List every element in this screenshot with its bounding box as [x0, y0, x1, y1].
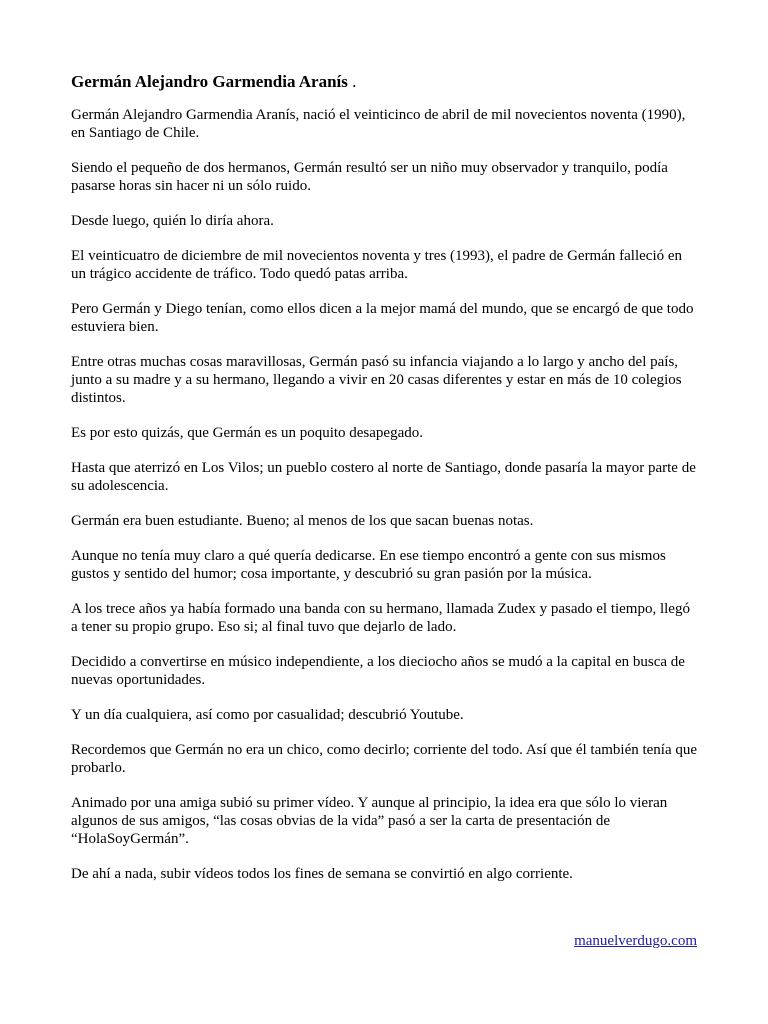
- paragraph-13: Y un día cualquiera, así como por casualidad; descubrió Youtube.: [71, 707, 464, 723]
- paragraph-5: Pero Germán y Diego tenían, como ellos dicen a la mejor mamá del mundo, que se encargó de que todo estuviera bien.: [71, 301, 694, 335]
- footer-website-link[interactable]: manuelverdugo.com: [574, 933, 697, 949]
- document-body: [71, 70, 699, 900]
- paragraph-11: A los trece años ya había formado una banda con su hermano, llamada Zudex y pasado el tiempo, llegó a tener su propio grupo. Eso si; al final tuvo que dejarlo de lado.: [71, 601, 690, 635]
- paragraph-16: De ahí a nada, subir vídeos todos los fines de semana se convirtió en algo corriente.: [71, 866, 573, 882]
- paragraph-14: Recordemos que Germán no era un chico, como decirlo; corriente del todo. Así que él también tenía que probarlo.: [71, 742, 698, 776]
- paragraph-15: Animado por una amiga subió su primer vídeo. Y aunque al principio, la idea era que sólo lo vieran algunos de sus amigos, “las cosas obvias de la vida” pasó a ser la carta de presentación de “HolaSoyGermán”.: [71, 795, 668, 847]
- paragraph-12: Decidido a convertirse en músico independiente, a los dieciocho años se mudó a la capital en busca de nuevas oportunidades.: [71, 654, 685, 688]
- paragraph-4: El veinticuatro de diciembre de mil novecientos noventa y tres (1993), el padre de Germán falleció en un trágico accidente de tráfico. Todo quedó patas arriba.: [71, 248, 683, 282]
- paragraph-8: Hasta que aterrizó en Los Vilos; un pueblo costero al norte de Santiago, donde pasaría la mayor parte de su adolescencia.: [71, 460, 696, 494]
- paragraph-2: Siendo el pequeño de dos hermanos, Germán resultó ser un niño muy observador y tranquilo, podía pasarse horas sin hacer ni un sólo ruido.: [71, 160, 668, 194]
- paragraph-10: Aunque no tenía muy claro a qué quería dedicarse. En ese tiempo encontró a gente con sus mismos gustos y sentido del humor; cosa importante, y descubrió su gran pasión por la música.: [71, 548, 666, 582]
- paragraph-3: Desde luego, quién lo diría ahora.: [71, 213, 274, 229]
- document-title-text: Germán Alejandro Garmendia Aranís: [71, 72, 348, 91]
- paragraph-1: Germán Alejandro Garmendia Aranís, nació el veinticinco de abril de mil novecientos noventa (1990), en Santiago de Chile.: [71, 107, 686, 141]
- paragraph-6: Entre otras muchas cosas maravillosas, Germán pasó su infancia viajando a lo largo y ancho del país, junto a su madre y a su hermano, llegando a vivir en 20 casas diferentes y estar en más de 10 colegios distintos.: [71, 354, 682, 406]
- paragraph-9: Germán era buen estudiante. Bueno; al menos de los que sacan buenas notas.: [71, 513, 534, 529]
- document-title-trailing: .: [347, 72, 357, 91]
- paragraph-7: Es por esto quizás, que Germán es un poquito desapegado.: [71, 425, 423, 441]
- document-title: [71, 70, 699, 94]
